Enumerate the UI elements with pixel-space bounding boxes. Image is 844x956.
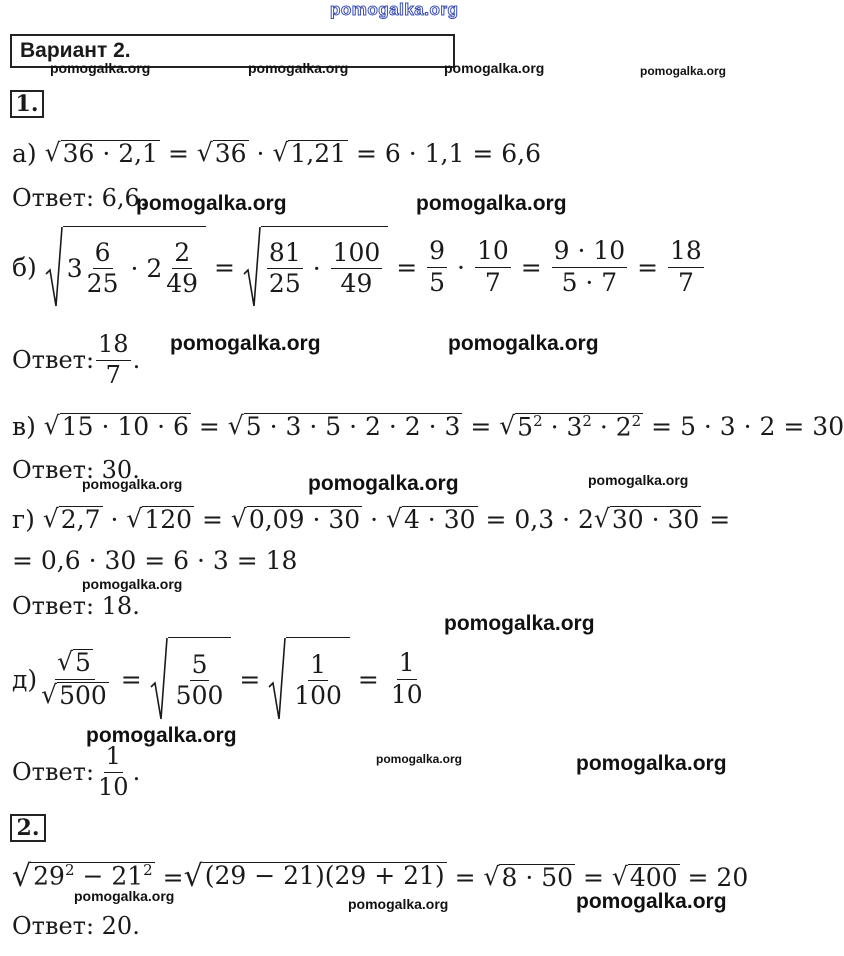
fraction-b3: $\frac{9}{5}$ <box>429 236 446 297</box>
watermark: pomogalka.org <box>444 612 595 635</box>
fraction-b5: $\frac{9 \cdot 10}{5 \cdot 7}$ <box>553 236 626 297</box>
watermark: pomogalka.org <box>448 332 599 355</box>
radical-d2: $\frac{1}{100}$ <box>268 637 350 721</box>
watermark: pomogalka.org <box>416 192 567 215</box>
watermark: pomogalka.org <box>348 896 449 912</box>
watermark: pomogalka.org <box>170 332 321 355</box>
answer-task2: Ответ: 20. <box>12 912 140 940</box>
watermark: pomogalka.org <box>136 192 287 215</box>
watermark: pomogalka.org <box>82 476 183 492</box>
fraction-b6: $\frac{18}{7}$ <box>670 236 702 297</box>
fraction-b4: $\frac{10}{7}$ <box>476 236 509 297</box>
watermark: pomogalka.org <box>248 60 349 76</box>
label-b: б) <box>12 252 37 282</box>
answer-d: Ответ: $\frac{1}{10}$ . <box>12 742 141 801</box>
label-d: д) <box>12 664 38 694</box>
task-2-number: 2. <box>10 814 46 842</box>
watermark: pomogalka.org <box>576 890 727 913</box>
radical-v3: √ $5^2 \cdot 3^2 \cdot 2^2$ <box>499 410 642 442</box>
watermark: pomogalka.org <box>640 64 727 78</box>
watermark: pomogalka.org <box>308 472 459 495</box>
line-b: б) 3 $\frac{6}{25}$ · 2 $\frac{2}{49}$ = $\frac{81}{25}$ · $\frac{100}{49}$ = $\frac{9}{5}$ · $\frac{10}{7}$ = $\frac{9 \cdot 10}{5 \cdot 7}$ = $\frac{18}{7}$ <box>12 226 706 308</box>
line-g2: = 0,6 · 30 = 6 · 3 = 18 <box>12 546 298 575</box>
watermark: pomogalka.org <box>576 752 727 775</box>
line-g1: г) √ 2,7 · √ 120 = √ 0,09 · 30 · √ 4 · 30 = 0,3 · 2 √ 30 · 30 = <box>12 504 731 534</box>
answer-v: Ответ: 30. <box>12 456 140 484</box>
label-a: а) <box>12 138 37 168</box>
watermark: pomogalka.org <box>50 60 151 76</box>
watermark: pomogalka.org <box>86 724 237 747</box>
radical-a2: √ 36 <box>196 138 247 168</box>
radical-a1: √ 36 · 2,1 <box>44 138 158 168</box>
radical-t2-2: √ (29 − 21)(29 + 21) <box>183 859 445 894</box>
variant-title: Вариант 2. <box>20 39 131 62</box>
radical-t2-1: √ $29^2 - 21^2$ <box>12 859 153 894</box>
label-g: г) <box>12 504 35 534</box>
answer-g: Ответ: 18. <box>12 592 140 620</box>
radical-b1: 3 $\frac{6}{25}$ · 2 $\frac{2}{49}$ <box>45 226 206 308</box>
radical-t2-3: √ 8 · 50 <box>483 862 574 892</box>
result-a: = 6 · 1,1 = 6,6 <box>356 138 542 168</box>
answer-a: Ответ: 6,6. <box>12 184 148 212</box>
label-v: в) <box>12 411 36 441</box>
watermark: pomogalka.org <box>376 752 463 766</box>
line-v: в) √ 15 · 10 · 6 = √ 5 · 3 · 5 · 2 · 2 · 3 = √ $5^2 \cdot 3^2 \cdot 2^2$ = 5 · 3 · 2 = 30 <box>12 410 844 442</box>
watermark: pomogalka.org <box>588 472 689 488</box>
line-a <box>12 136 541 170</box>
radical-d1: $\frac{5}{500}$ <box>150 637 232 721</box>
radical-a3: √ 1,21 <box>272 138 347 168</box>
dot-sign: · <box>256 138 265 168</box>
site-banner: pomogalka.org <box>330 0 459 19</box>
watermark: pomogalka.org <box>82 576 183 592</box>
radical-t2-4: √ 400 <box>611 862 678 892</box>
line-task2: √ $29^2 - 21^2$ = √ (29 − 21)(29 + 21) = √ 8 · 50 = √ 400 = 20 <box>12 859 749 894</box>
watermark: pomogalka.org <box>444 60 545 76</box>
radical-b2: $\frac{81}{25}$ · $\frac{100}{49}$ <box>243 226 388 308</box>
watermark: pomogalka.org <box>74 888 175 904</box>
fraction-d0: √ 5 √ 500 <box>41 647 107 711</box>
fraction-d3: $\frac{1}{10}$ <box>390 648 423 709</box>
answer-b: Ответ: $\frac{18}{7}$ . <box>12 330 141 389</box>
task-1-number: 1. <box>10 90 44 118</box>
equals-sign: = <box>167 138 189 168</box>
line-d: д) √ 5 √ 500 = $\frac{5}{500}$ = $\frac{1}{100}$ = $\frac{1}{10}$ <box>12 636 427 722</box>
